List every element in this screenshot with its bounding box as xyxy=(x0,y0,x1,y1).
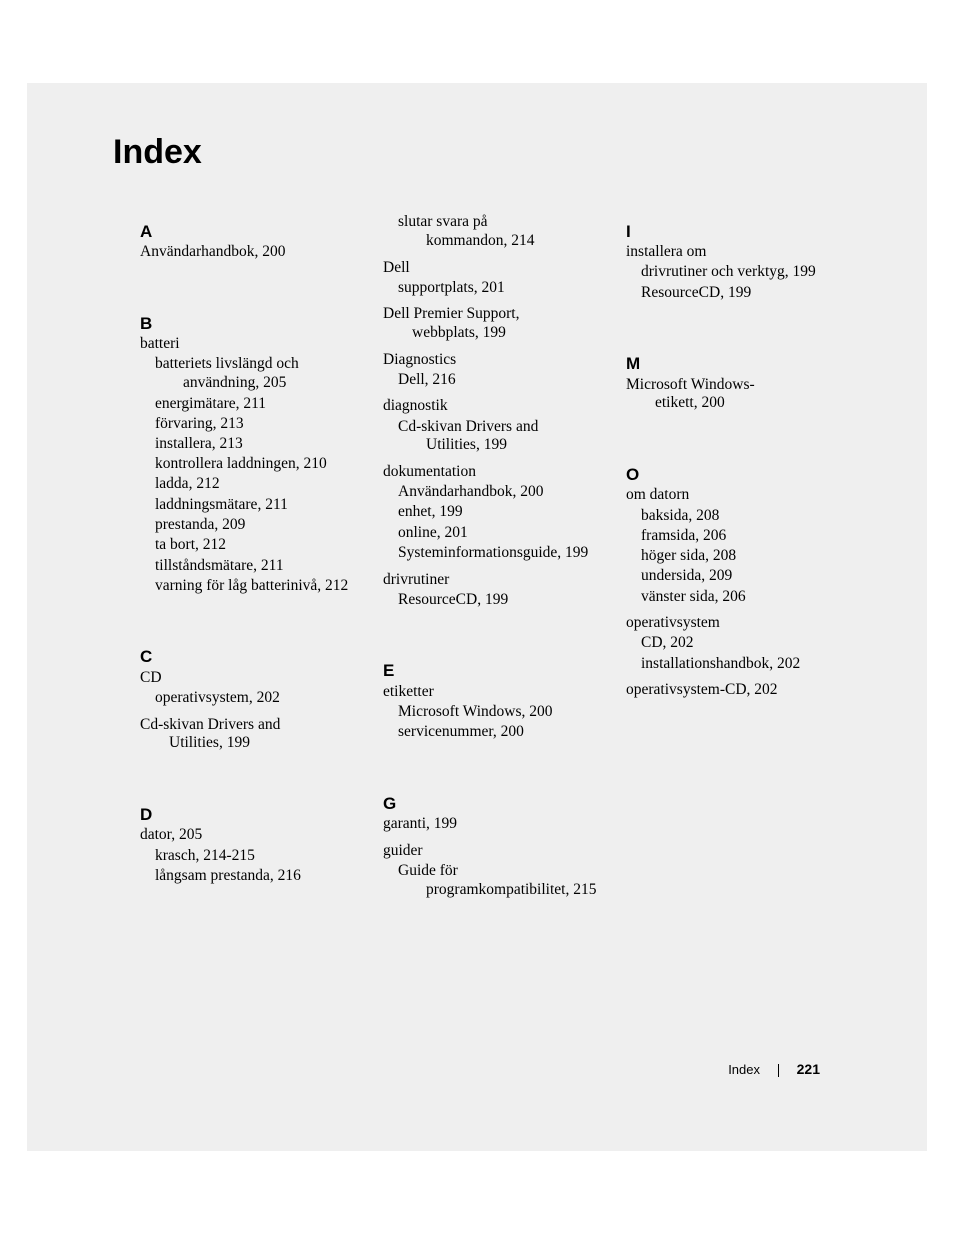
index-subentry: Guide för xyxy=(398,862,458,879)
section-letter: D xyxy=(140,805,153,824)
index-subentry: Användarhandbok, 200 xyxy=(398,483,544,500)
index-entry: Microsoft Windows- xyxy=(626,376,755,393)
index-subentry: energimätare, 211 xyxy=(155,395,267,412)
section-letter: I xyxy=(626,222,631,241)
index-subentry: tillståndsmätare, 211 xyxy=(155,557,284,574)
index-entry: drivrutiner xyxy=(383,571,450,588)
index-subentry: programkompatibilitet, 215 xyxy=(426,881,597,898)
index-subentry: Microsoft Windows, 200 xyxy=(398,703,553,720)
index-subentry: krasch, 214-215 xyxy=(155,847,255,864)
index-subentry: vänster sida, 206 xyxy=(641,588,746,605)
index-subentry: Utilities, 199 xyxy=(426,436,507,453)
index-subentry: framsida, 206 xyxy=(641,527,727,544)
index-subentry: webbplats, 199 xyxy=(412,324,506,341)
footer-label: Index xyxy=(728,1062,760,1077)
index-subentry: baksida, 208 xyxy=(641,507,720,524)
section-letter: E xyxy=(383,661,395,680)
index-subentry: supportplats, 201 xyxy=(398,279,505,296)
index-subentry: varning för låg batterinivå, 212 xyxy=(155,577,349,594)
index-subentry: Systeminformationsguide, 199 xyxy=(398,544,589,561)
index-entry: diagnostik xyxy=(383,397,448,414)
index-entry: Användarhandbok, 200 xyxy=(140,243,286,260)
section-letter: M xyxy=(626,354,641,373)
index-entry: CD xyxy=(140,669,162,686)
index-subentry: Cd-skivan Drivers and xyxy=(398,418,539,435)
index-subentry: höger sida, 208 xyxy=(641,547,737,564)
page-number: 221 xyxy=(796,1061,820,1077)
index-subentry: kommandon, 214 xyxy=(426,232,535,249)
index-entry: dokumentation xyxy=(383,463,476,480)
index-entry: Dell Premier Support, xyxy=(383,305,520,322)
index-subentry: CD, 202 xyxy=(641,634,694,651)
section-letter: A xyxy=(140,222,153,241)
index-entry: Dell xyxy=(383,259,410,276)
index-subentry: servicenummer, 200 xyxy=(398,723,524,740)
index-entry: dator, 205 xyxy=(140,826,203,843)
index-subentry: installera, 213 xyxy=(155,435,243,452)
index-entry: batteri xyxy=(140,335,180,352)
index-subentry: kontrollera laddningen, 210 xyxy=(155,455,327,472)
index-entry: Cd-skivan Drivers and xyxy=(140,716,281,733)
index-subentry: drivrutiner och verktyg, 199 xyxy=(641,263,816,280)
index-entry: installera om xyxy=(626,243,707,260)
index-subentry: ta bort, 212 xyxy=(155,536,227,553)
page-footer xyxy=(0,1058,820,1082)
index-entry: garanti, 199 xyxy=(383,815,458,832)
index-subentry: långsam prestanda, 216 xyxy=(155,867,301,884)
index-entry: guider xyxy=(383,842,423,859)
index-subentry: laddningsmätare, 211 xyxy=(155,496,288,513)
index-subentry: etikett, 200 xyxy=(655,394,725,411)
index-subentry: slutar svara på xyxy=(398,213,488,230)
index-entry: etiketter xyxy=(383,683,434,700)
section-letter: G xyxy=(383,794,397,813)
index-subentry: installationshandbok, 202 xyxy=(641,655,801,672)
section-letter: B xyxy=(140,314,153,333)
section-letter: C xyxy=(140,647,153,666)
index-entry: om datorn xyxy=(626,486,690,503)
index-subentry: prestanda, 209 xyxy=(155,516,246,533)
index-subentry: ResourceCD, 199 xyxy=(398,591,509,608)
index-subentry: användning, 205 xyxy=(183,374,287,391)
index-entry: Diagnostics xyxy=(383,351,457,368)
index-entry: operativsystem xyxy=(626,614,720,631)
index-subentry: förvaring, 213 xyxy=(155,415,244,432)
index-subentry: online, 201 xyxy=(398,524,468,541)
index-subentry: enhet, 199 xyxy=(398,503,463,520)
index-subentry: Utilities, 199 xyxy=(169,734,250,751)
index-subentry: Dell, 216 xyxy=(398,371,456,388)
index-subentry: operativsystem, 202 xyxy=(155,689,280,706)
index-subentry: undersida, 209 xyxy=(641,567,733,584)
page-title: Index xyxy=(113,133,202,171)
index-entry: operativsystem-CD, 202 xyxy=(626,681,778,698)
index-subentry: batteriets livslängd och xyxy=(155,355,299,372)
footer-separator xyxy=(778,1064,779,1077)
index-subentry: ladda, 212 xyxy=(155,475,220,492)
index-subentry: ResourceCD, 199 xyxy=(641,284,752,301)
section-letter: O xyxy=(626,465,640,484)
